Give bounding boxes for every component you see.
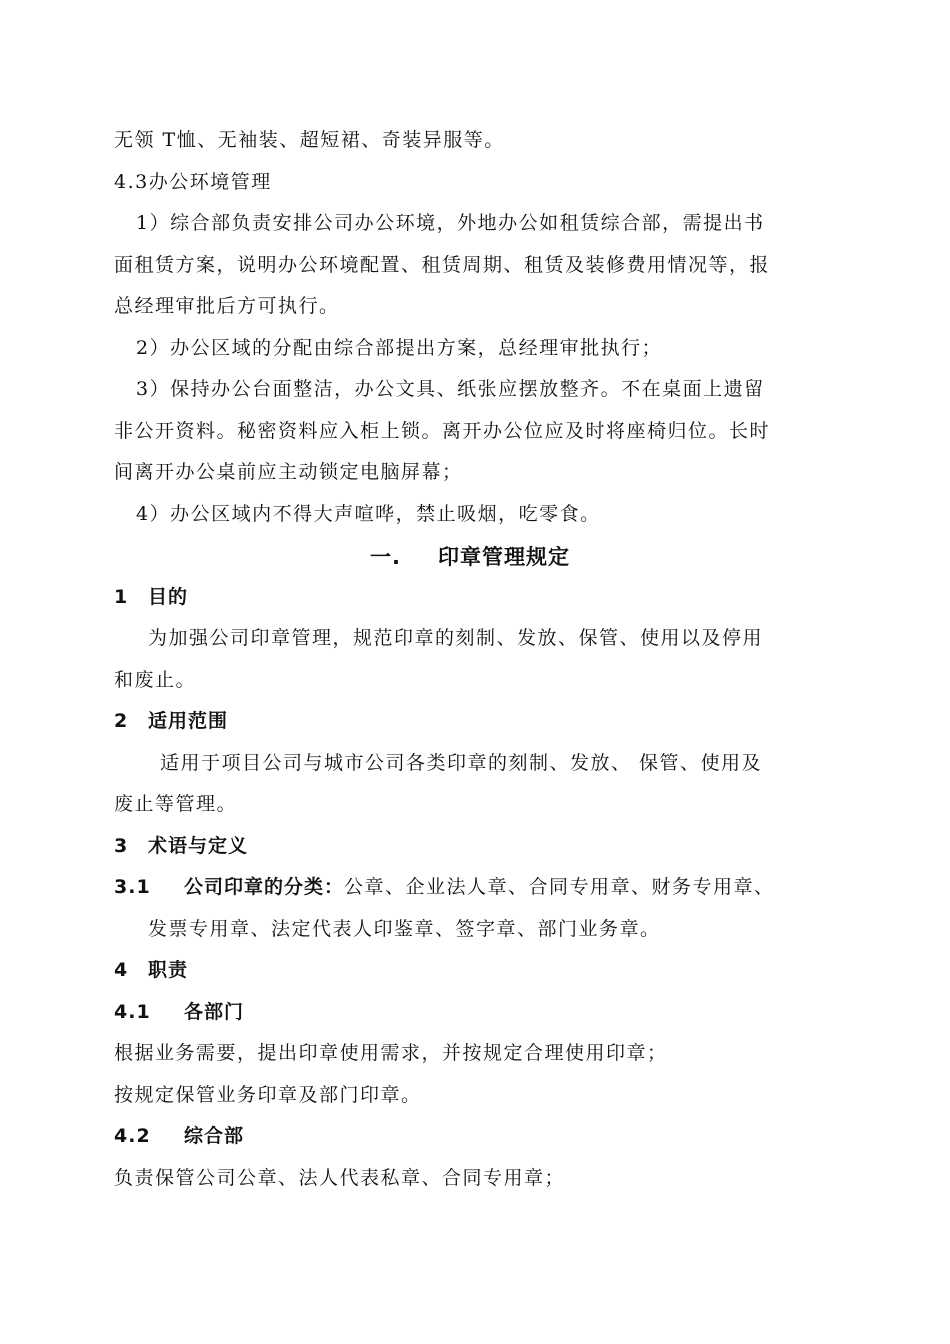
subsection-title: 各部门 [184,1001,245,1023]
list-item-1-line-1: 1）综合部负责安排公司办公环境，外地办公如租赁综合部，需提出书 [136,212,765,234]
list-item-3-line-1: 3）保持办公台面整洁，办公文具、纸张应摆放整齐。不在桌面上遗留 [136,378,765,400]
definition-line-2: 发票专用章、法定代表人印鉴章、签字章、部门业务章。 [148,918,661,940]
section-heading-4 [114,958,188,982]
section-title: 术语与定义 [148,835,249,857]
paragraph-line: 为加强公司印章管理，规范印章的刻制、发放、保管、使用以及停用 [148,627,764,649]
section-heading-3 [114,834,248,858]
section-heading-1 [114,585,188,609]
chapter-title [370,541,570,571]
subsection-title: 综合部 [184,1125,245,1147]
list-item-2: 2）办公区域的分配由综合部提出方案，总经理审批执行； [136,337,663,359]
definition-line [114,875,775,899]
paragraph-line: 适用于项目公司与城市公司各类印章的刻制、发放、 保管、使用及 [160,752,763,774]
section-heading-2 [114,709,228,733]
section-title: 职责 [148,959,189,981]
list-item-1-line-2: 面租赁方案，说明办公环境配置、租赁周期、租赁及装修费用情况等，报 [114,254,771,276]
definition-text: 公章、企业法人章、合同专用章、财务专用章、 [344,876,775,898]
chapter-title-text: 印章管理规定 [438,545,570,569]
subsection-number: 4.1 [114,1001,151,1023]
paragraph-line: 根据业务需要，提出印章使用需求，并按规定合理使用印章； [114,1042,668,1064]
subsection-heading-4-1 [114,1000,244,1024]
section-number: 4 [114,959,129,981]
paragraph-line: 按规定保管业务印章及部门印章。 [114,1084,422,1106]
subsection-heading-4-2 [114,1124,244,1148]
section-number: 1 [114,586,129,608]
chapter-title-number: 一. [370,545,401,569]
section-title: 适用范围 [148,710,229,732]
list-item-3-line-2: 非公开资料。秘密资料应入柜上锁。离开办公位应及时将座椅归位。长时 [114,420,771,442]
list-item-3-line-3: 间离开办公桌前应主动锁定电脑屏幕； [114,461,463,483]
paragraph-line: 负责保管公司公章、法人代表私章、合同专用章； [114,1167,566,1189]
list-item-4: 4）办公区域内不得大声喧哗，禁止吸烟，吃零食。 [136,503,601,525]
paragraph-line: 废止等管理。 [114,793,238,815]
subsection-number: 4.2 [114,1125,151,1147]
paragraph-line: 和废止。 [114,669,197,691]
definition-label: 公司印章的分类： [184,876,345,898]
list-item-1-line-3: 总经理审批后方可执行。 [114,295,340,317]
section-number: 3 [114,835,129,857]
section-title: 目的 [148,586,189,608]
section-number: 2 [114,710,129,732]
paragraph-line: 无领 T恤、无袖装、超短裙、奇装异服等。 [114,129,505,151]
subsection-number: 3.1 [114,876,151,898]
section-heading-4-3: 4.3办公环境管理 [114,171,272,193]
